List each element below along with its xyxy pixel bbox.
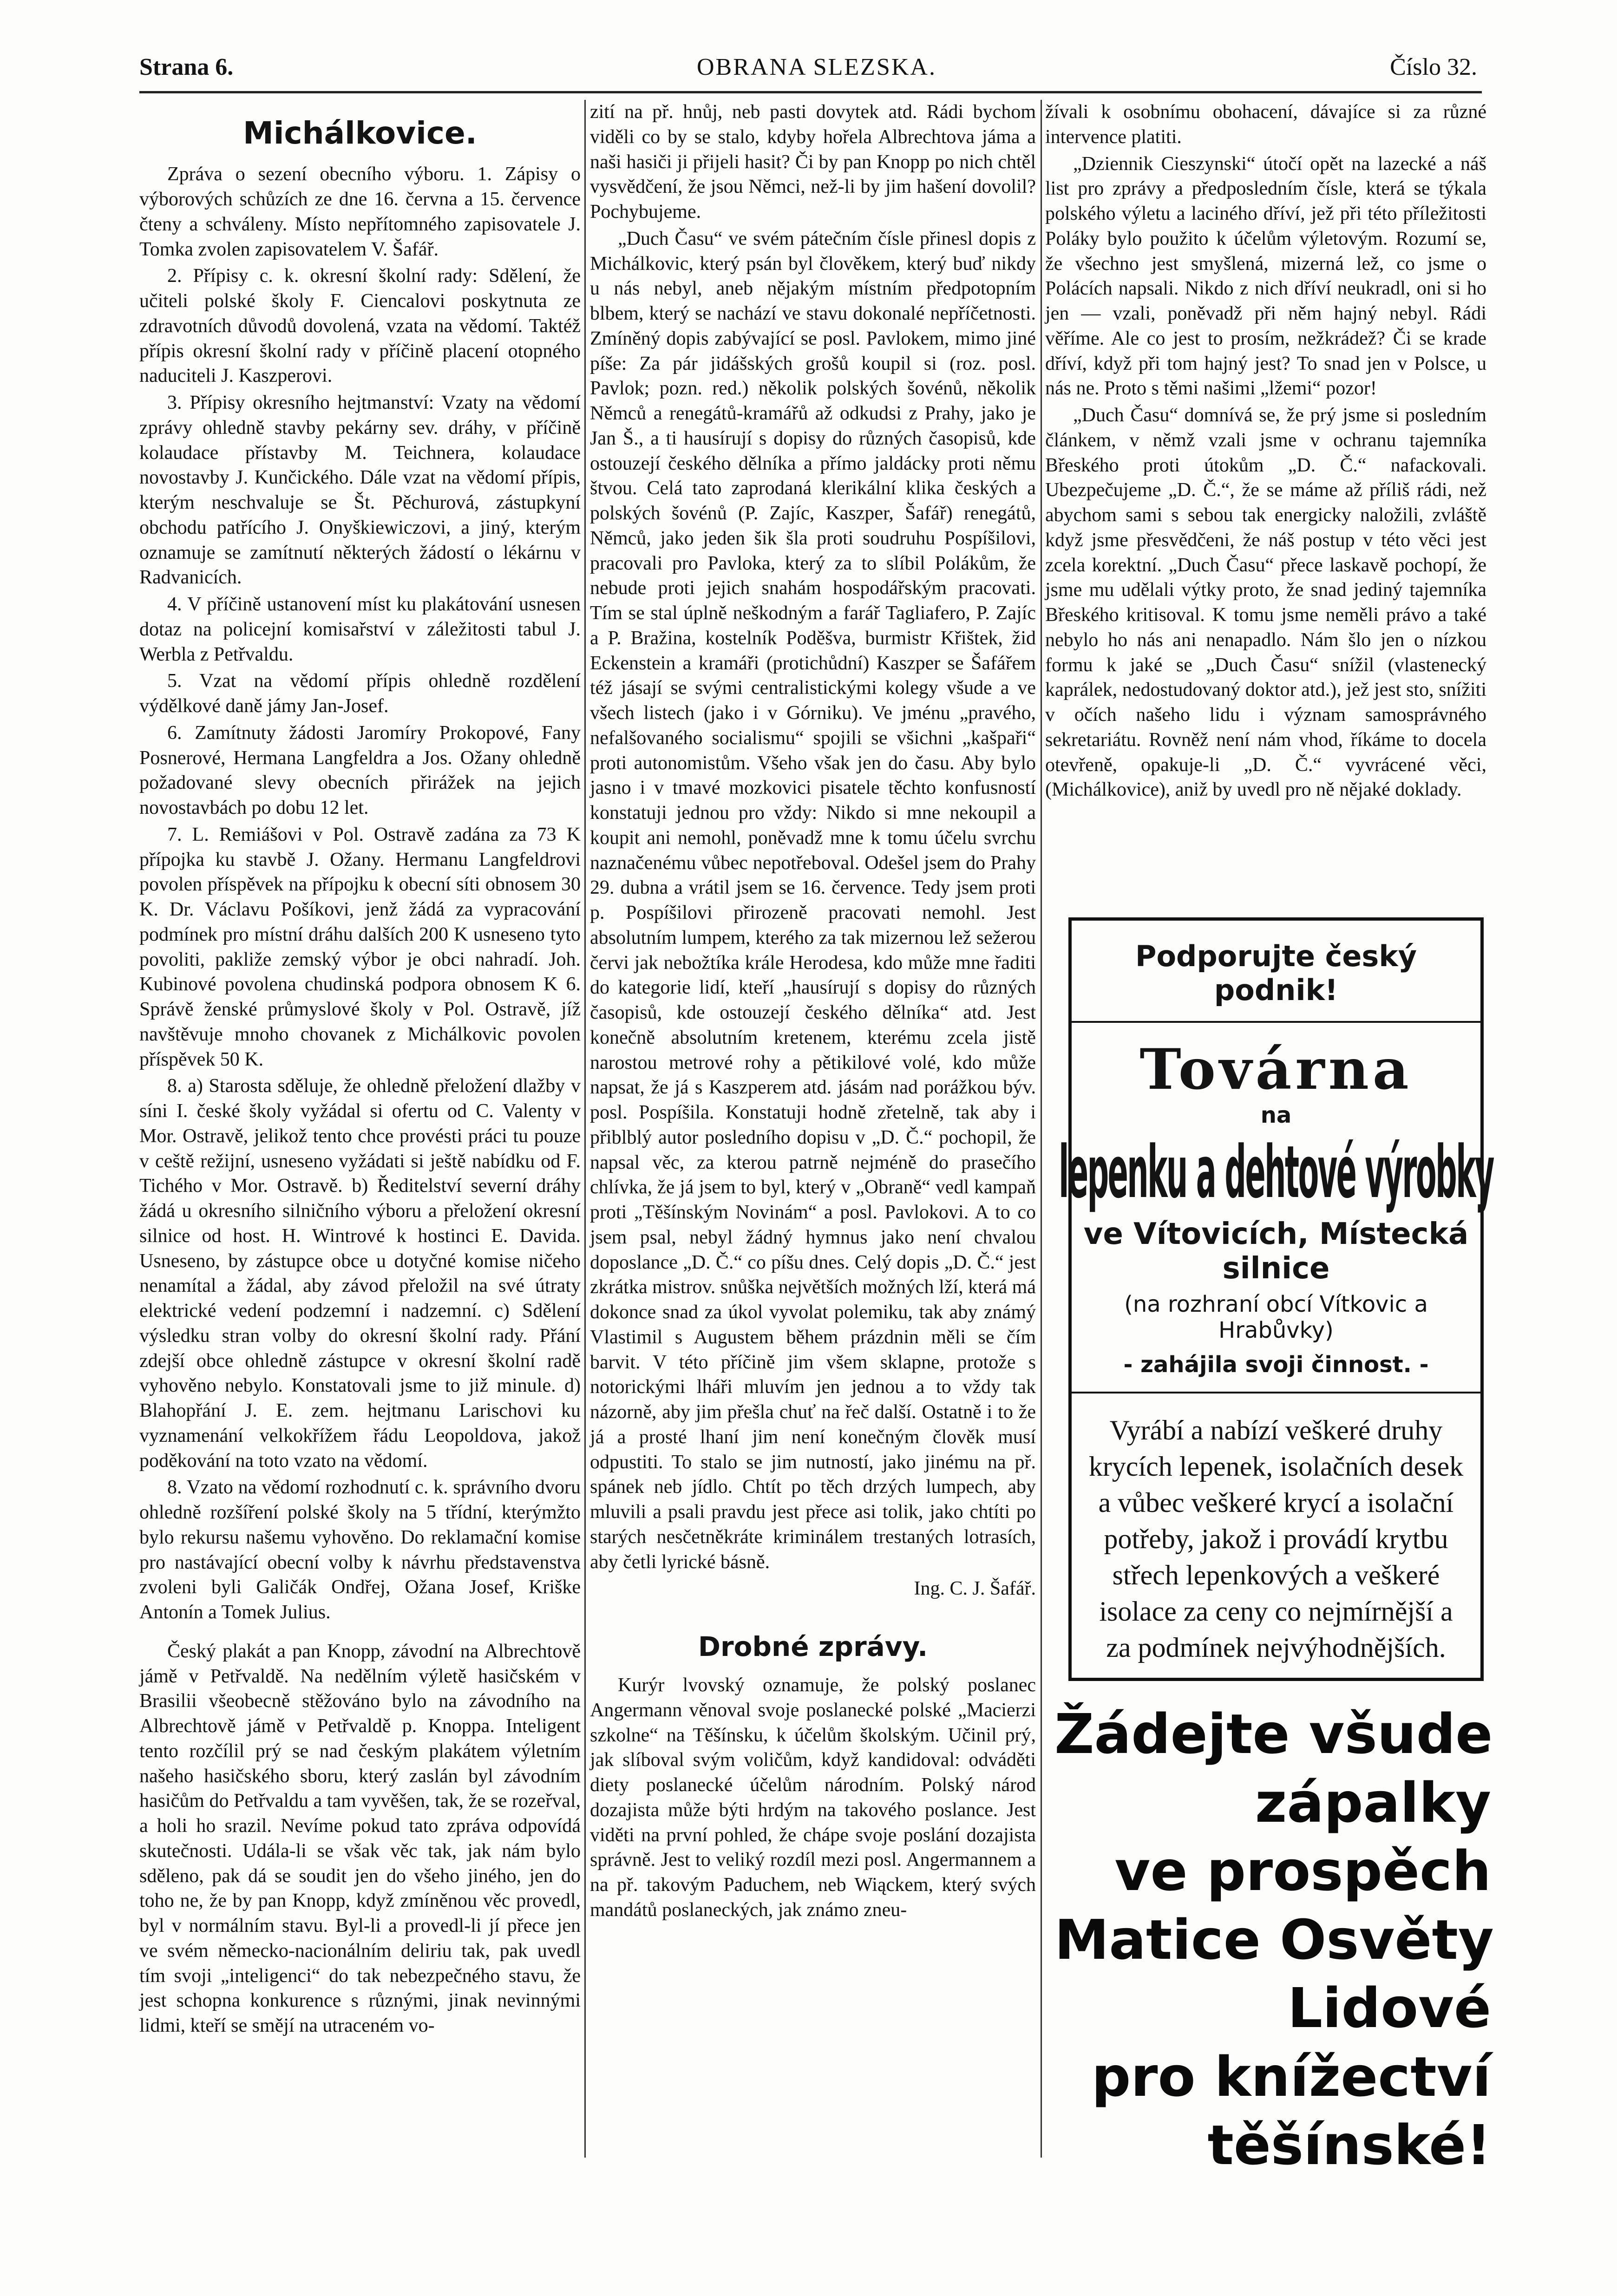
article-paragraph: Kurýr lvovský oznamuje, že polský poslanec Angermann věnoval svoje poslanecké polské „Macierzi szkolne“ na Těšínsku, k účelům školským. Učinil prý, jak slíboval svým voličům, když kandidoval: odváděti diety poslanecké účelům národním. Polský národ dozajista může býti hrdým na takového poslance. Jest viděti na první pohled, že chápe svoje poslání dozajista správně. Jest to veliký rozdíl mezi posl. Angermannem a na př. takovým Paduchem, neb Wiąckem, který svých mandátů poslaneckých, jak známo zneu- <box>590 1675 1036 1921</box>
newspaper-title: OBRANA SLEZSKA. <box>697 54 936 80</box>
ad-between: (na rozhraní obcí Vítkovic a Hrabůvky) <box>1124 1291 1428 1343</box>
ad-na: na <box>1260 1102 1292 1128</box>
section-title: Michálkovice. <box>243 115 477 151</box>
article-paragraph: „Duch Času“ domnívá se, že prý jsme si posledním článkem, v němž vzali jsme v ochranu tajemníka Břeského proti útokům „D. Č.“ nafackovali. Ubezpečujeme „D. Č.“, že se máme až příliš rádi, než abychom sami s sebou tak energicky naložili, zvláště když jsme přesvědčeni, že náš postup v této věci jest zcela korektní. „Duch Času“ přece laskavě pochopí, že jsme mu udělali výtky proto, že snad jediný tajemníka Břeského kritisoval. K tomu jsme neměli právo a také nebylo ho nás ani nenapadlo. Nám šlo jen o nízkou formu k jaké se „Duch Času“ snížil (vlastenecký kaprálek, nedostudovaný doktor atd.), jež jest sto, snížiti v očích našeho lidu i význam samosprávného sekretariátu. Rovněž není nám vhod, říkáme to docela otevřeně, opakuje-li „D. Č.“ vyvrácené věci, (Michálkovice), aniž by uvedl pro ně nějaké doklady. <box>1045 405 1486 801</box>
article-paragraph: 4. V příčině ustanovení míst ku plakátování usnesen dotaz na policejní komisařství v záležitosti tabul J. Werbla z Petřvaldu. <box>139 594 581 665</box>
ad2-line: Lidové <box>1287 1976 1491 2040</box>
factory-advertisement <box>1059 917 1493 1681</box>
article-paragraph: „Duch Času“ ve svém pátečním čísle přinesl dopis z Michálkovic, který psán byl člověkem, který buď nikdy u nás nebyl, aneb nějakým místním předpotopním blbem, který se nachází ve stavu dokonalé nepříčetnosti. Zmíněný dopis zabývající se posl. Pavlokem, mimo jiné píše: Za pár jidášských grošů koupil si (roz. posl. Pavlok; pozn. red.) několik polských šovénů, několik Němců a renegátů-kramářů až odkudsi z Prahy, jako je Jan Š., a ti hausírují s dopisy do různých časopisů, kde ostouzejí českého dělníka a přímo jaldácky proti němu štvou. Celá tato zaprodaná klerikální klika českých a polských šovénů (P. Zajíc, Kaszper, Šafář) renegátů, Němců, jako jeden šik šla proti soudruhu Pospíšilovi, pracovali pro Pavloka, který za to slíbil Polákům, že nebude proti jejich snahám hospodářským pracovati. Tím se stal úplně neškodným a farář Tagliafero, P. Zajíc a P. Bražina, kostelník Poděšva, burmistr Křištek, žid Eckenstein a kramáři (protichůdní) Kaszper se Šafářem též jásají se svými centralistickými kolegy všude a ve všech listech (jako i v Górniku). Ve jménu „pravého, nefalšovaného socialismu“ spojili se všichni „kašpaři“ proti autonomistům. Všeho však jen do času. Aby bylo jasno i v tmavé mozkovici pisatele těchto konfusností konstatuji jednou pro vždy: Nikdo si mne nekoupil a koupit ani nemohl, poněvadž mne k tomu účelu svrchu naznačenému vůbec nepotřeboval. Odešel jsem do Prahy 29. dubna a vrátil jsem se 16. července. Tedy jsem proti p. Pospíšilovi přirozeně pracovati nemohl. Jest absolutním lumpem, kterého za tak mizernou lež sežerou červi jak nebožtíka krále Herodesa, kdo může mne řaditi do kategorie lidí, kteří „hausírují s dopisy do různých časopisů, kde ostouzejí českého dělníka“ atd. Jest konečně absolutním kretenem, kterému zcela jistě narostou metrové rohy a pětikilové volé, kdo může napsat, že já s Kaszperem atd. jásám nad porážkou býv. posl. Pospíšila. Konstatuji hodně zřetelně, tak aby i přiblblý autor posledního dopisu v „D. Č.“ pochopil, že napsal věc, za kterou patrně nejméně do prasečího chlívka, že já jsem to byl, který v „Obraně“ vedl kampaň proti „Těšínským Novinám“ a posl. Pavlokovi. A to co jsem psal, nebyl žádný hymnus jako není chvalou doposlance „D. Č.“ co píšu dnes. Celý dopis „D. Č.“ jest zkrátka mistrov. snůška největších možných lží, která má dokonce snad za úkol vyvolat polemiku, tak aby známý Vlastimil s Augustem během prázdnin měli se čím barvit. V této příčině jim všem sklapne, protože s notorickými lháři mluvím jen jednou a to vždy tak názorně, aby jim přešla chuť na řeč další. Ostatně i to že já a prosté lhaní jim není konečným člověk musí odpustiti. To stalo se jim nutností, jako jinému na př. spánek neb jídlo. Chtít po těch drzých lumpech, aby mluvili a psali pravdu jest přece asi tolik, jako chtíti po starých nesčetněkráte kriminálem trestaných lotrasích, aby četli lyrické básně. <box>590 228 1036 1573</box>
article-paragraph: 8. Vzato na vědomí rozhodnutí c. k. správního dvoru ohledně rozšíření polské školy na 5 třídní, kterýmžto bylo rekursu našemu vyhověno. Do reklamační komise pro nastávající obecní volby k návrhu představenstva zvoleni byli Galičák Ondřej, Ožana Josef, Kriške Antonín a Tomek Julius. <box>139 1477 581 1623</box>
article-paragraph: 3. Přípisy okresního hejtmanství: Vzaty na vědomí zprávy ohledně stavby pekárny sev. dráhy, v příčině kolaudace přístavby M. Teichnera, kolaudace novostavby J. Kunčického. Dále vzat na vědomí přípis, kterým neschvaluje se Št. Pěchurová, zástupkyní obchodu patřícího J. Onyškiewiczovi, a jiný, kterým oznamuje se zamítnutí některých žádostí o lékárnu v Radvanicích. <box>139 392 581 589</box>
ad-rule <box>1072 1392 1480 1393</box>
article-paragraph: Zpráva o sezení obecního výboru. 1. Zápisy o výborových schůzích ze dne 16. června a 15. července čteny a schváleny. Místo nepřítomného zapisovatele J. Tomka zvolen zapisovatelem V. Šafář. <box>139 164 581 260</box>
article-signature: Ing. C. J. Šafář. <box>914 1578 1036 1600</box>
ad-slogan: Podporujte český podnik! <box>1135 939 1417 1007</box>
article-paragraph: 7. L. Remiášovi v Pol. Ostravě zadána za 73 K přípojka ku stavbě J. Ožany. Hermanu Langfeldrovi povolen příspěvek na přípojku k obecní síti obnosem 30 K. Dr. Václavu Pošíkovi, jenž žádá za vypracování podmínek pro místní dráhu dalších 200 K usneseno tyto povoliti, pakliže zemský výbor je obci nahradí. Joh. Kubinové povolena chudinská podpora obnosem K 6. Správě ženské průmyslové školy v Pol. Ostravě, jíž navštěvuje mnoho chovanek z Michálkovic povolen příspěvek 50 K. <box>139 824 581 1070</box>
ad-products: lepenku a dehtové výrobky <box>1059 1130 1493 1214</box>
page-number: Strana 6. <box>139 54 234 80</box>
article-paragraph: 5. Vzat na vědomí přípis ohledně rozdělení výdělkové daně jámy Jan-Josef. <box>139 670 581 717</box>
column-divider-2 <box>1041 100 1042 2158</box>
column-1 <box>139 100 581 2158</box>
issue-number: Číslo 32. <box>1390 54 1477 80</box>
column-divider-1 <box>584 100 586 2158</box>
article-paragraph: 2. Přípisy c. k. okresní školní rady: Sdělení, že učiteli polské školy F. Ciencalovi poskytnuta ze zdravotních důvodů dovolená, vzata na vědomí. Taktéž přípis okresní školní rady v příčině placení otopného naduciteli J. Kaszperovi. <box>139 265 581 387</box>
ad2-line: Matice Osvěty <box>1054 1907 1494 1972</box>
ad2-line: pro knížectví <box>1091 2044 1491 2109</box>
section-title: Drobné zprávy. <box>698 1631 928 1662</box>
column-2 <box>590 100 1036 2158</box>
ad2-line: Žádejte všude <box>1054 1702 1493 1766</box>
ad-title: Továrna <box>1139 1037 1413 1102</box>
ad-body: Vyrábí a nabízí veškeré druhy krycích lepenek, isolačních desek a vůbec veškeré krycí a isolační potřeby, jakož i provádí krytbu střech lepenkových a veškeré isolace za ceny co nejmírnější a za podmínek nejvýhodnějších. <box>1088 1414 1464 1663</box>
ad-rule <box>1072 1021 1480 1023</box>
ad2-line: těšínské! <box>1207 2113 1491 2177</box>
column-3 <box>1045 100 1486 805</box>
header-rule <box>139 91 1482 93</box>
article-paragraph: zití na př. hnůj, neb pasti dovytek atd. Rádi bychom viděli co by se stalo, kdyby hořela Albrechtova jáma a naši hasiči ji přijeli hasit? Či by pan Knopp po nich chtěl vysvědčení, že jsou Němci, než-li by jim hašení dovolil? Pochybujeme. <box>590 101 1036 222</box>
ad2-line: zápalky <box>1255 1770 1491 1835</box>
article-paragraph: 8. a) Starosta sděluje, že ohledně přeložení dlažby v síni I. české školy vyžádal si ofertu od C. Valenty v Mor. Ostravě, jelikož tento chce provésti práci tu pouze v ceště režijní, usneseno vyžádati si ještě nabídku od F. Tichého v Mor. Ostravě. b) Ředitelství severní dráhy žádá u okresního silničního výboru a přeložení okresní silnice od host. H. Wintrové k hostinci E. Davida. Usneseno, by zástupce obce u dotyčné komise ničeho nenamítal a žádal, aby závod přeložil na své útraty elektrické vedení podzemní i nadzemní. c) Sdělení výsledku stran volby do okresní školní rady. Přání zdejší obce ohledně zástupce v okresní školní radě vyhověno nebylo. Konstatovali jsme to již minule. d) Blahopřání J. E. zem. hejtmanu Larischovi ku vyznamenání velkokřížem řádu Leopoldova, jakož poděkování na toto vzato na vědomí. <box>139 1075 581 1472</box>
article-paragraph: „Dziennik Cieszynski“ útočí opět na lazecké a náš list pro zprávy a předposledním čísle, která se týkala polského výletu a laciného dříví, jež při této příležitosti Poláky bylo použito k účelům výletovým. Rozumí se, že všechno jest smyšlená, mizerná lež, co jsme o Polácích napsali. Nikdo z nich dříví neukradl, oni si ho jen — vzali, poněvadž při něm hajný nebyl. Rádi věříme. Ale co jest to prosím, nežkrádež? Či se krade dříví, když při tom hajný jest? To snad jen v Polsce, u nás ne. Proto s těmi našimi „lžemi“ pozor! <box>1045 153 1486 399</box>
ad-started: - zahájila svoji činnost. - <box>1123 1351 1429 1378</box>
ad2-line: ve prospěch <box>1114 1839 1491 1903</box>
matches-advertisement <box>1054 1700 1494 2180</box>
article-paragraph: žívali k osobnímu obohacení, dávajíce si za různé intervence platiti. <box>1045 101 1486 148</box>
ad-location: ve Vítovicích, Místecká silnice <box>1083 1217 1469 1286</box>
article-paragraph: 6. Zamítnuty žádosti Jaromíry Prokopové, Fany Posnerové, Hermana Langfeldra a Jos. Ožany ohledně požadované slevy obecních přirážek na jejich novostavbách po dobu 12 let. <box>139 722 581 819</box>
article-paragraph: Český plakát a pan Knopp, závodní na Albrechtově jámě v Petřvaldě. Na nedělním výletě hasičském v Brasilii všeobecně stěžováno bylo na závodního na Albrechtově jámě v Petřvaldě p. Knoppa. Inteligent tento rozčílil prý se nad českým plakátem výletním našeho hasičského sboru, který zaslán byl závodním hasičům do Petřvaldu a tam vyvěšen, tak, že se rozeřval, a holi ho srazil. Nevíme pokud tato zpráva odpovídá skutečnosti. Udála-li se však věc tak, jak nám bylo sděleno, pak dá se soudit jen do všeho jiného, jen do toho ne, že by pan Knopp, když zmíněnou věc provedl, byl v normálním stavu. Byl-li a provedl-li jí přece jen ve svém německo-nacionálním deliriu tak, pak uvedl tím svoji „inteligenci“ do tak nebezpečného stavu, že jest schopna konkurence s různými, jinak nevinnými lidmi, kteří se smějí na utraceném vo- <box>139 1640 581 2037</box>
